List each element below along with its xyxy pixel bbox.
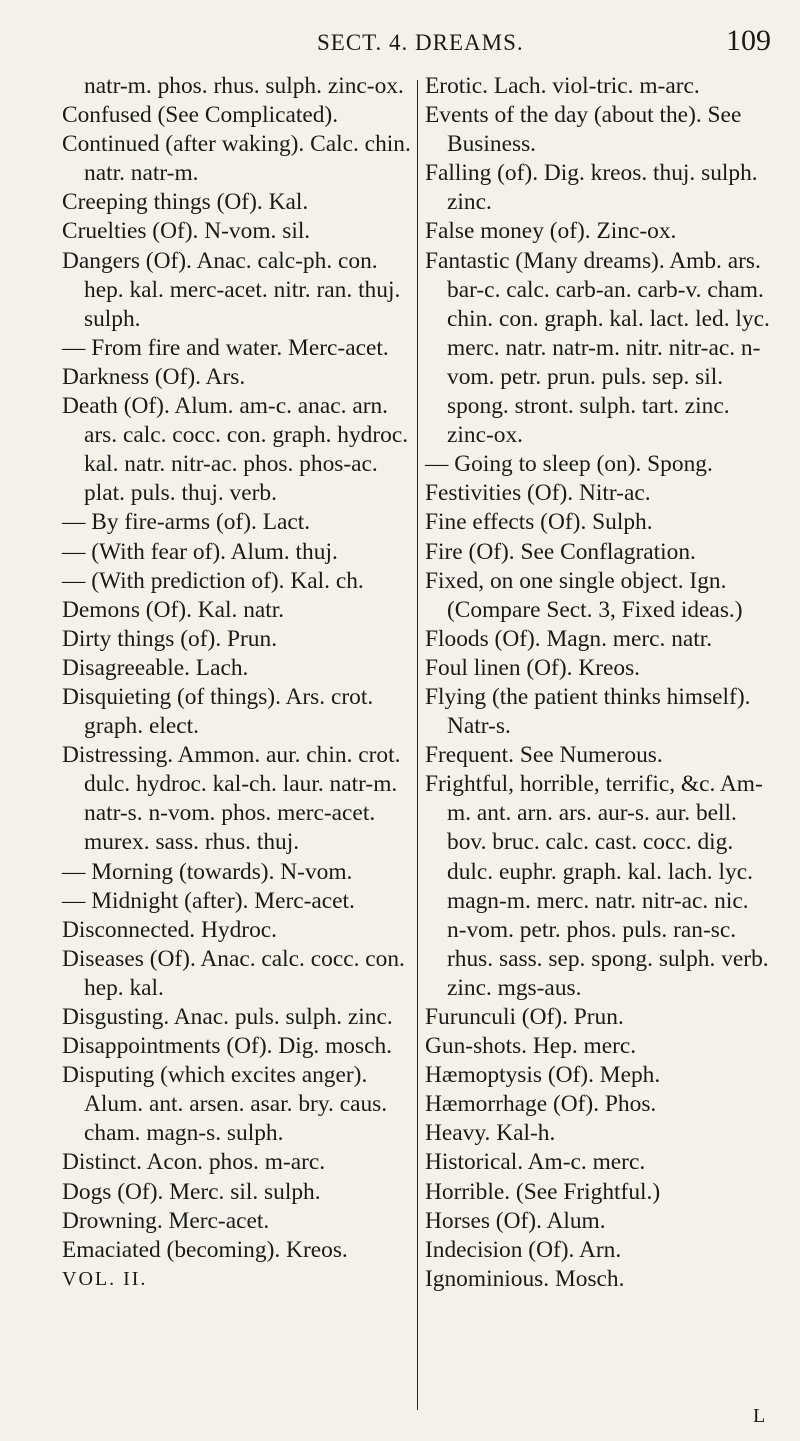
entry: — Midnight (after). Merc-acet.	[62, 887, 355, 914]
entry: Gun-shots. Hep. merc.	[425, 1033, 637, 1060]
entry: Falling (of). Dig. kreos. thuj. sulph. zinc.	[425, 160, 758, 216]
running-head	[0, 22, 800, 62]
entry: Erotic. Lach. viol-tric. m-arc.	[425, 73, 700, 99]
entry: Frequent. See Numerous.	[425, 742, 663, 769]
right-column	[425, 72, 773, 1294]
entry: Horses (Of). Alum.	[425, 1207, 606, 1234]
entry: Drowning. Merc-acet.	[62, 1207, 270, 1234]
entry: Dirty things (of). Prun.	[62, 625, 278, 652]
entry: Disgusting. Anac. puls. sulph. zinc.	[62, 1004, 393, 1030]
entry: — (With fear of). Alum. thuj.	[62, 538, 338, 565]
entry: Fine effects (Of). Sulph.	[425, 509, 653, 536]
entry: Emaciated (becoming). Kreos.	[62, 1236, 348, 1263]
entry: Horrible. (See Frightful.)	[425, 1178, 661, 1205]
entry: — From fire and water. Merc-acet.	[62, 334, 389, 361]
entry: Distinct. Acon. phos. m-arc.	[62, 1149, 326, 1176]
entry: Cruelties (Of). N-vom. sil.	[62, 218, 311, 245]
entry: Foul linen (Of). Kreos.	[425, 654, 641, 681]
entry: Heavy. Kal-h.	[425, 1120, 556, 1147]
entry: Disappointments (Of). Dig. mosch.	[62, 1033, 393, 1060]
entry: Death (Of). Alum. am-c. anac. arn. ars. calc. cocc. con. graph. hydroc. kal. natr. nitr-ac. phos. phos-ac. plat. puls. thuj. verb.	[62, 393, 409, 507]
column-divider	[417, 80, 418, 1410]
entry: Continued (after waking). Calc. chin. natr. natr-m.	[62, 131, 411, 187]
entry: Darkness (Of). Ars.	[62, 363, 246, 390]
entry: Fire (Of). See Conflagration.	[425, 538, 696, 565]
entry: Fantastic (Many dreams). Amb. ars. bar-c. calc. carb-an. carb-v. cham. chin. con. graph. kal. lact. led. lyc. merc. natr. natr-m. nitr. nitr-ac. n-vom. petr. prun. puls. sep. sil. spong. stront. sulph. tart. zinc. zinc-ox.	[425, 247, 770, 449]
entry: Disputing (which excites anger). Alum. ant. arsen. asar. bry. caus. cham. magn-s. sulph.	[62, 1062, 388, 1147]
entry: Demons (Of). Kal. natr.	[62, 596, 285, 623]
entry: Dangers (Of). Anac. calc-ph. con. hep. kal. merc-acet. nitr. ran. thuj. sulph.	[62, 247, 401, 332]
entry: natr-m. phos. rhus. sulph. zinc-ox.	[84, 73, 404, 99]
page-number: 109	[726, 24, 771, 57]
entry: Distressing. Ammon. aur. chin. crot. dulc. hydroc. kal-ch. laur. natr-m. natr-s. n-vom. phos. merc-acet. murex. sass. rhus. thuj.	[62, 742, 401, 856]
entry: Frightful, horrible, terrific, &c. Am-m. ant. arn. ars. aur-s. aur. bell. bov. bruc. calc. cast. cocc. dig. dulc. euphr. graph. kal. lach. lyc. magn-m. merc. natr. nitr-ac. nic. n-vom. petr. phos. puls. ran-sc. rhus. sass. sep. spong. sulph. verb. zinc. mgs-aus.	[425, 771, 769, 1001]
entry: Festivities (Of). Nitr-ac.	[425, 480, 651, 507]
left-column	[62, 72, 414, 1314]
entry: Disquieting (of things). Ars. crot. graph. elect.	[62, 683, 374, 740]
entry: Diseases (Of). Anac. calc. cocc. con. hep. kal.	[62, 945, 405, 1001]
entry: Furunculi (Of). Prun.	[425, 1004, 624, 1030]
entry: Disagreeable. Lach.	[62, 654, 249, 681]
entry: — By fire-arms (of). Lact.	[62, 509, 311, 536]
entry: Events of the day (about the). See Business.	[425, 102, 742, 158]
entry: Floods (Of). Magn. merc. natr.	[425, 625, 713, 652]
entry: Ignominious. Mosch.	[425, 1265, 625, 1292]
entry: Disconnected. Hydroc.	[62, 916, 277, 943]
entry: — (With prediction of). Kal. ch.	[62, 567, 364, 594]
entry: Hæmorrhage (Of). Phos.	[425, 1091, 657, 1118]
entry: False money (of). Zinc-ox.	[425, 218, 677, 245]
entry: Fixed, on one single object. Ign. (Compare Sect. 3, Fixed ideas.)	[425, 567, 743, 623]
entry: Hæmoptysis (Of). Meph.	[425, 1062, 661, 1089]
signature-mark: L	[753, 1405, 766, 1427]
entry: Creeping things (Of). Kal.	[62, 189, 309, 216]
entry: Historical. Am-c. merc.	[425, 1149, 646, 1176]
entry: Indecision (Of). Arn.	[425, 1236, 622, 1263]
entry: — Going to sleep (on). Spong.	[425, 451, 713, 478]
running-title: SECT. 4. DREAMS.	[317, 30, 524, 55]
entry: Confused (See Complicated).	[62, 102, 339, 129]
entry: Flying (the patient thinks himself). Natr-s.	[425, 683, 751, 740]
entry: Dogs (Of). Merc. sil. sulph.	[62, 1178, 321, 1205]
volume-signature: VOL. II.	[62, 1267, 148, 1290]
entry: — Morning (towards). N-vom.	[62, 858, 353, 885]
